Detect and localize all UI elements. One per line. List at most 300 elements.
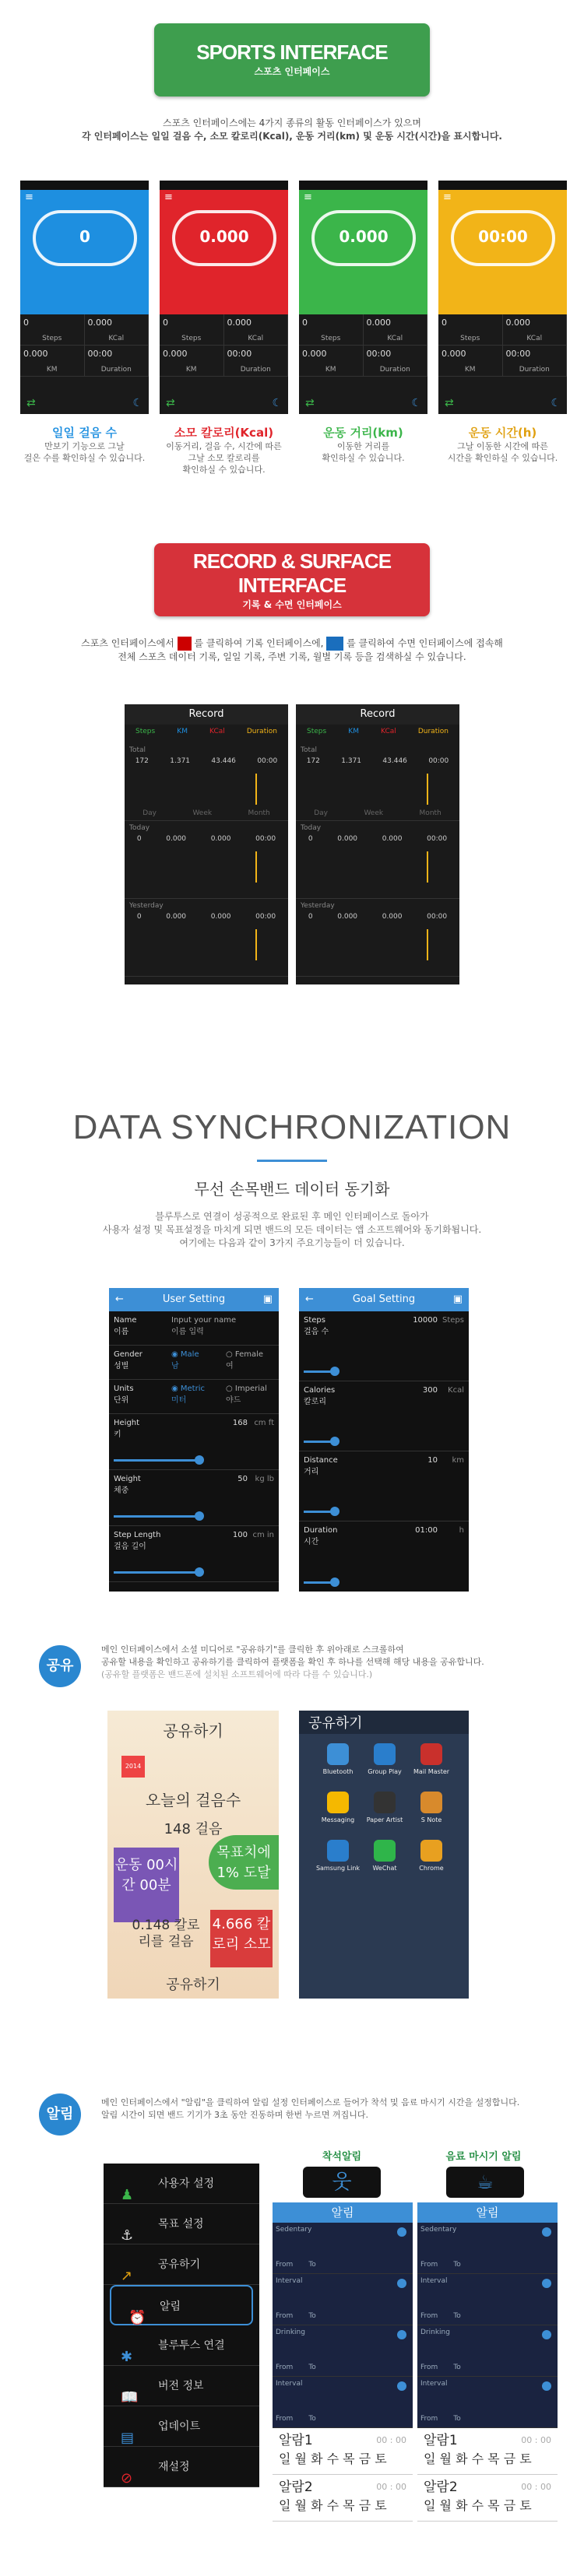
goal-duration-field[interactable]: Duration 시간 01:00 h [299,1521,469,1592]
stat-cell-kcal[interactable]: 0.000 KCal [85,314,150,345]
menu-icon-7: ⊘ [121,2470,133,2487]
col-header: KM [177,728,188,735]
app-icon [420,1792,442,1813]
alarm-header [273,2202,413,2223]
calories-slider[interactable] [304,1441,335,1443]
stats-row [438,314,567,346]
stat-cell-dur[interactable]: 00:00 Duration [503,346,568,376]
menu-label: 업데이트 [158,2420,201,2433]
menu-label: 알림 [160,2301,181,2313]
user-setting-title: User Setting [162,1293,226,1305]
menu-icon[interactable]: ≡ [304,191,312,203]
col-header: KCal [381,728,396,735]
row-label: Today [129,824,150,832]
menu-item-6[interactable] [104,2406,259,2447]
app-8[interactable] [408,1837,455,1885]
steps-title: 오늘의 걸음수 [145,1791,241,1809]
tab-day[interactable]: Day [142,809,157,817]
row-value: 0.000 [337,835,358,843]
record-subtitle: 기록 & 수면 인터페이스 [242,599,342,610]
stats-row [20,314,149,346]
menu-label: 블루투스 연결 [158,2339,225,2352]
record-icon[interactable]: ⇄ [305,397,315,409]
record-block [296,821,459,899]
col-header: Duration [417,728,449,735]
app-1[interactable] [361,1740,408,1788]
stat-cell-kcal[interactable]: 0.000 KCal [503,314,568,345]
user-setting-screen [109,1288,279,1592]
record-header [296,704,459,725]
sports-desc: 스포츠 인터페이스에는 4가지 종류의 활동 인터페이스가 있으며 각 인터페이스는 일일 걸음 수, 소모 칼로리(Kcal), 운동 거리(km) 및 운동 시간(시간)을 표시합니다. [82,118,502,142]
toggle[interactable] [542,2330,551,2339]
record-icon[interactable]: ⇄ [166,397,175,409]
main-value: 0.000 [199,227,249,246]
caption-heading: 일일 걸음 수 [52,426,117,440]
record-icon [178,637,192,651]
toggle[interactable] [397,2330,406,2339]
caption-text: 만보기 기능으로 그날 [44,441,125,451]
row-value: 00:00 [255,835,276,843]
row-value: 00:00 [428,757,449,765]
app-icon [374,1743,396,1765]
app-icon [374,1792,396,1813]
kcal-badge: 4.666 칼로리 소모 [210,1910,273,1967]
share-title: 공유하기 [163,1721,223,1740]
step-length-field[interactable]: Step Length 걸음 길이 100 cm in [109,1526,279,1582]
col-header: Duration [246,728,277,735]
sports-subtitle: 스포츠 인터페이스 [254,66,330,77]
toggle[interactable] [542,2227,551,2237]
chart-spike [255,929,257,960]
weekdays: 일 월 화 수 목 금 토 [279,2498,387,2513]
period-tabs [125,809,288,817]
menu-icon-0: ♟ [121,2187,134,2203]
alarm-entry[interactable]: 알람1 00 : 00 일 월 화 수 목 금 토 [417,2428,558,2475]
sport-header [20,190,149,314]
app-label: Paper Artist [366,1816,403,1823]
caption-text: 걸은 수를 확인하실 수 있습니다. [23,453,146,463]
row-value: 0 [136,913,142,921]
share-desc: 메인 인터페이스에서 소셜 미디어로 "공유하기"를 클릭한 후 위아래로 스크롤하여 공유할 내용을 확인하고 공유하기를 클릭하여 플랫폼을 확인 후 하나를 선택해 해당 내용을 공유합니다. (공유할 플랫폼은 밴드폰에 설치된 소프트웨어에 따라 다를 수 있습니다.) [101,1644,484,1679]
app-icon [327,1792,349,1813]
menu-icon-2: ↗ [121,2268,133,2284]
stats-row [160,314,288,346]
toggle[interactable] [397,2381,406,2391]
row-values [296,913,459,921]
male-radio[interactable]: ◉ Male 남 [171,1350,199,1370]
app-label: WeChat [372,1865,397,1872]
name-field[interactable]: Name 이름 Input your name 이름 입력 [109,1311,279,1346]
record-columns [296,725,459,743]
menu-icon-4: ✱ [121,2349,133,2365]
from-to: From To [276,2364,316,2371]
stats-row [299,314,427,346]
toggle[interactable] [397,2227,406,2237]
share-button[interactable]: 공유하기 [166,1977,220,1993]
row-value: 0.000 [166,835,187,843]
row-values [296,835,459,843]
col-header: Steps [307,728,327,735]
save-icon[interactable]: ▣ [452,1293,463,1305]
alarm-block[interactable]: Drinking From To [417,2325,558,2377]
row-values [296,757,459,765]
menu-icon-1: ⚓ [121,2227,134,2244]
stat-cell-kcal[interactable]: 0.000 KCal [224,314,289,345]
sport-caption-3 [431,424,575,464]
weekdays: 일 월 화 수 목 금 토 [424,2451,532,2466]
app-icon [327,1840,349,1862]
app-icon [420,1840,442,1862]
menu-item-0[interactable] [104,2164,259,2204]
from-to: From To [420,2261,461,2269]
sit-alarm-label: 착석알림 [322,2151,362,2163]
menu-item-3[interactable] [110,2285,253,2325]
record-title-text: Record [188,708,224,720]
col-header: KM [348,728,359,735]
row-value: 0.000 [210,913,231,921]
step-slider[interactable] [114,1571,199,1574]
toggle[interactable] [397,2279,406,2288]
from-to: From To [276,2312,316,2320]
menu-icon-5: 📖 [121,2389,139,2406]
row-value: 00:00 [257,757,278,765]
app-3[interactable] [315,1788,361,1837]
menu-item-1[interactable] [104,2204,259,2244]
chart-spike [255,774,257,805]
stat-cell-km[interactable]: 0.000 KM [160,346,224,376]
alarm-screen-1 [417,2202,558,2513]
alarm-desc: 메인 인터페이스에서 "알림"을 클릭하여 알림 설정 인터페이스로 들어가 착석 및 음료 마시기 시간을 설정합니다. 알림 시간이 되면 밴드 기기가 3초 동안 진동하며 한번 누르면 꺼집니다. [101,2097,520,2120]
record-block [125,743,288,821]
caption-text: 확인하실 수 있습니다. [182,465,266,475]
goal-calories-field[interactable]: Calories 칼로리 300 Kcal [299,1381,469,1451]
female-radio[interactable]: ○ Female 여 [226,1350,264,1370]
menu-item-2[interactable] [104,2244,259,2285]
save-icon[interactable]: ▣ [262,1293,273,1305]
sleep-icon[interactable]: ☾ [411,397,421,409]
from-to: From To [420,2415,461,2423]
stats-row [20,346,149,377]
menu-label: 사용자 설정 [158,2178,215,2190]
from-to: From To [420,2312,461,2320]
sleep-icon[interactable]: ☾ [132,397,142,409]
row-label: Yesterday [129,902,164,910]
alarm-badge: 알림 [39,2093,81,2136]
status-bar [438,181,567,190]
main-value: 00:00 [478,227,528,246]
calorie-text: 0.148 칼로리를 걸음 [132,1918,200,1950]
goal-setting-title: Goal Setting [352,1293,416,1305]
gender-field[interactable]: Gender 성별 ◉ Male 남 ○ Female 여 [109,1346,279,1380]
row-value: 0 [308,913,313,921]
back-icon[interactable]: ← [305,1293,314,1305]
toggle[interactable] [542,2279,551,2288]
menu-icon-3: ⏰ [128,2310,146,2326]
track-oval [311,210,416,266]
row-value: 0 [308,835,313,843]
row-value: 172 [306,757,320,765]
menu-item-4[interactable] [104,2325,259,2366]
app-label: Chrome [419,1865,444,1872]
app-label: S Note [420,1816,442,1823]
weight-slider[interactable] [114,1515,199,1518]
app-icon [327,1743,349,1765]
sleep-icon[interactable]: ☾ [551,397,561,409]
caption-heading: 운동 시간(h) [468,426,537,440]
alarm-entry[interactable]: 알람2 00 : 00 일 월 화 수 목 금 토 [273,2475,413,2522]
stat-cell-steps[interactable]: 0 Steps [299,314,364,345]
caption-text: 이동한 거리를 [336,441,390,451]
sync-title: DATA SYNCHRONIZATION [72,1108,512,1146]
col-header: Steps [135,728,156,735]
alarm-block[interactable]: Sedentary From To [273,2223,413,2274]
row-value: 43.446 [382,757,407,765]
menu-label: 목표 설정 [158,2218,204,2230]
back-icon[interactable]: ← [115,1293,124,1305]
from-to: From To [420,2364,461,2371]
stats-row [299,346,427,377]
status-bar [299,181,427,190]
distance-slider[interactable] [304,1511,335,1513]
stat-cell-km[interactable]: 0.000 KM [20,346,85,376]
record-block [296,743,459,821]
goal-setting-screen [299,1288,469,1592]
stat-cell-dur[interactable]: 00:00 Duration [364,346,428,376]
tab-month[interactable]: Month [419,809,442,817]
weight-field[interactable]: Weight 체중 50 kg lb [109,1470,279,1526]
app-label: Samsung Link [315,1865,361,1872]
caption-text: 시간을 확인하실 수 있습니다. [447,453,558,463]
menu-label: 공유하기 [158,2258,201,2271]
record-columns [125,725,288,743]
sync-desc: 블루투스로 연결이 성공적으로 완료된 후 메인 인터페이스로 돌아가 사용자 설정 및 목표설정을 마치게 되면 밴드의 모든 데이터는 앱 소프트웨어와 동기화됩니다. 여기에는 다음과 같이 3가지 주요기능들이 더 있습니다. [102,1211,482,1248]
stat-cell-steps[interactable]: 0 Steps [20,314,85,345]
steps-slider[interactable] [304,1370,335,1373]
alarm-block[interactable]: Sedentary From To [417,2223,558,2274]
row-value: 0.000 [382,835,403,843]
height-field[interactable]: Height 키 168 cm ft [109,1414,279,1470]
chooser-title: 공유하기 [299,1711,469,1734]
record-header [125,704,288,725]
bottom-bar [299,377,427,414]
sport-caption-2 [291,424,435,464]
bottom-bar [160,377,288,414]
main-value: 0 [79,227,90,246]
sport-phone-0 [20,181,149,414]
status-bar [160,181,288,190]
share-app-chooser [299,1711,469,1999]
chart-spike [427,851,428,883]
share-badge: 공유 [39,1645,81,1687]
weekdays: 일 월 화 수 목 금 토 [279,2451,387,2466]
menu-icon[interactable]: ≡ [164,191,173,203]
alarm-screen-0 [273,2202,413,2513]
alarm-title: 알림 [331,2206,354,2220]
app-label: Mail Master [413,1768,450,1775]
tab-week[interactable]: Week [364,809,384,817]
sports-title: SPORTS INTERFACE [196,40,388,64]
alarm-block[interactable]: Interval From To [273,2377,413,2428]
record-block [296,899,459,977]
goal-badge: 목표치에 1% 도달 [209,1835,279,1890]
sport-phone-2 [299,181,427,414]
sit-alarm-icon: 웃 [303,2167,381,2198]
record-icon[interactable]: ⇄ [26,397,36,409]
chart-spike [427,774,428,805]
row-label: Yesterday [301,902,335,910]
height-slider[interactable] [114,1459,199,1462]
menu-item-7[interactable] [104,2447,259,2487]
stats-row [438,346,567,377]
sport-caption-0 [12,424,157,464]
app-label: Group Play [368,1768,402,1775]
goal-distance-field[interactable]: Distance 거리 10 km [299,1451,469,1521]
steps-value: 148 걸음 [164,1821,223,1837]
record-banner [154,543,430,616]
sport-header [438,190,567,314]
row-value: 00:00 [427,913,448,921]
toggle[interactable] [542,2381,551,2391]
row-values [125,913,288,921]
from-to: From To [276,2415,316,2423]
calendar-icon: 2014 [121,1756,145,1778]
row-value: 0.000 [382,913,403,921]
sleep-icon[interactable]: ☾ [272,397,282,409]
chart-spike [427,929,428,960]
stat-cell-dur[interactable]: 00:00 Duration [85,346,150,376]
sport-phone-1 [160,181,288,414]
bottom-bar [20,377,149,414]
caption-text: 그날 이동한 시간에 따른 [457,441,548,451]
menu-label: 재설정 [158,2461,190,2473]
track-oval [451,210,555,266]
menu-label: 버전 정보 [158,2380,204,2392]
record-title: RECORD & SURFACE [192,549,392,573]
record-title-text: Record [360,708,396,720]
app-6[interactable] [315,1837,361,1885]
caption-text: 확인하실 수 있습니다. [322,453,405,463]
weekdays: 일 월 화 수 목 금 토 [424,2498,532,2513]
row-label: Total [129,746,146,754]
app-label: Bluetooth [322,1768,354,1775]
track-oval [172,210,276,266]
alarm-block[interactable]: Interval From To [273,2274,413,2325]
from-to: From To [276,2261,316,2269]
alarm-block[interactable]: Interval From To [417,2274,558,2325]
menu-item-5[interactable] [104,2366,259,2406]
metric-radio[interactable]: ◉ Metric 미터 [171,1385,205,1405]
stat-cell-kcal[interactable]: 0.000 KCal [364,314,428,345]
drink-alarm-icon: ☕ [446,2167,524,2198]
main-menu [104,2164,259,2487]
row-value: 00:00 [427,835,448,843]
alarm-entry[interactable]: 알람1 00 : 00 일 월 화 수 목 금 토 [273,2428,413,2475]
record-screen-0 [125,704,288,984]
app-7[interactable] [361,1837,408,1885]
app-icon [374,1840,396,1862]
tab-month[interactable]: Month [248,809,270,817]
menu-icon[interactable]: ≡ [25,191,33,203]
sync-subtitle: 무선 손목밴드 데이터 동기화 [194,1180,390,1199]
row-value: 0.000 [337,913,358,921]
status-bar [20,181,149,190]
stat-cell-steps[interactable]: 0 Steps [160,314,224,345]
col-header: KCal [209,728,225,735]
row-value: 0.000 [166,913,187,921]
record-block [125,899,288,977]
main-value: 0.000 [339,227,389,246]
app-4[interactable] [361,1788,408,1837]
app-2[interactable] [408,1740,455,1788]
row-value: 172 [135,757,149,765]
alarm-block[interactable]: Drinking From To [273,2325,413,2377]
row-value: 1.371 [341,757,362,765]
time-badge: 운동 00시간 00분 [114,1848,179,1922]
goal-steps-field[interactable]: Steps 걸음 수 10000 Steps [299,1311,469,1381]
caption-heading: 소모 칼로리(Kcal) [174,426,274,440]
record-desc: 스포츠 인터페이스에서 를 클릭하여 기록 인터페이스에, 를 클릭하여 수면 인터페이스에 접속해 전체 스포츠 데이터 기록, 일일 기록, 주변 기록, 월별 기록 등을 검색하실 수 있습니다. [81,637,503,662]
sport-header [160,190,288,314]
sports-banner [154,23,430,97]
app-label: Messaging [321,1816,355,1823]
row-value: 1.371 [170,757,191,765]
track-oval [33,210,137,266]
share-card-screen [107,1711,279,1999]
record-title-2: INTERFACE [237,574,347,597]
row-value: 43.446 [211,757,236,765]
bottom-bar [438,377,567,414]
alarm-header [417,2202,558,2223]
alarm-entry[interactable]: 알람2 00 : 00 일 월 화 수 목 금 토 [417,2475,558,2522]
stat-cell-km[interactable]: 0.000 KM [438,346,503,376]
row-value: 0 [136,835,142,843]
stat-cell-steps[interactable]: 0 Steps [438,314,503,345]
period-tabs [296,809,459,817]
alarm-block[interactable]: Interval From To [417,2377,558,2428]
units-field[interactable]: Units 단위 ◉ Metric 미터 ○ Imperial 야드 [109,1380,279,1414]
row-values [125,835,288,843]
row-value: 0.000 [210,835,231,843]
stats-row [160,346,288,377]
tab-day[interactable]: Day [314,809,328,817]
app-icon [420,1743,442,1765]
record-icon[interactable]: ⇄ [445,397,454,409]
row-value: 00:00 [255,913,276,921]
record-block [125,821,288,899]
alarm-title: 알림 [476,2206,499,2220]
row-label: Today [301,824,322,832]
tab-week[interactable]: Week [192,809,213,817]
menu-icon[interactable]: ≡ [443,191,452,203]
caption-text: 이동거리, 걸음 수, 시간에 따른 [166,441,282,451]
row-label: Total [301,746,318,754]
sport-header [299,190,427,314]
imperial-radio[interactable]: ○ Imperial 야드 [226,1385,267,1405]
menu-icon-6: ▤ [121,2430,135,2446]
duration-slider[interactable] [304,1581,335,1584]
title-underline [257,1160,327,1162]
caption-heading: 운동 거리(km) [323,426,403,440]
sport-caption-1 [152,424,296,476]
record-screen-1 [296,704,459,984]
row-values [125,757,288,765]
app-5[interactable] [408,1788,455,1837]
stat-cell-km[interactable]: 0.000 KM [299,346,364,376]
app-0[interactable] [315,1740,361,1788]
sleep-icon [326,637,343,651]
drink-alarm-label: 음료 마시기 알림 [445,2151,522,2163]
stat-cell-dur[interactable]: 00:00 Duration [224,346,289,376]
